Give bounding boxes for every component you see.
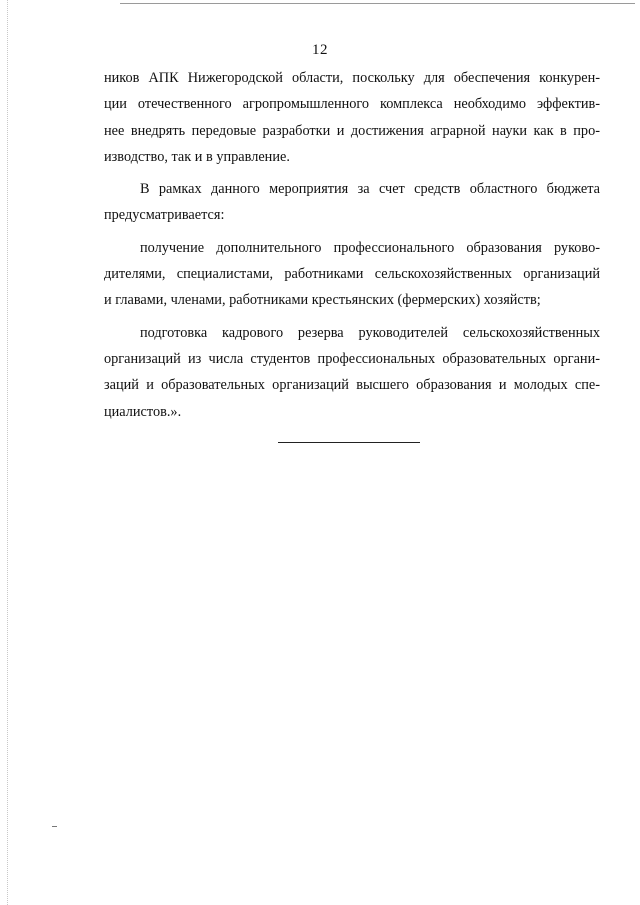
paragraph-3 (104, 235, 600, 314)
text-line: изводство, так и в управление. (104, 148, 290, 165)
text-line: В рамках данного мероприятия за счет средств областного бюджета (140, 181, 600, 198)
text-line: организаций из числа студентов профессиональных образовательных органи- (104, 350, 600, 367)
paragraph-1 (104, 65, 600, 170)
closing-rule (278, 442, 420, 443)
body-text (104, 65, 600, 425)
text-line: ников АПК Нижегородской области, поскольку для обеспечения конкурен- (104, 70, 600, 86)
page-number: 12 (312, 42, 328, 58)
text-line: нее внедрять передовые разработки и достижения аграрной науки как в про- (104, 122, 600, 139)
scan-top-edge (120, 3, 635, 4)
scan-left-edge (7, 0, 8, 905)
text-line: циалистов.». (104, 403, 182, 420)
text-line: дителями, специалистами, работниками сельскохозяйственных организаций (104, 266, 600, 283)
text-line: заций и образовательных организаций высшего образования и молодых спе- (104, 377, 600, 394)
text-line: подготовка кадрового резерва руководителей сельскохозяйственных (140, 324, 600, 341)
text-line: ции отечественного агропромышленного комплекса необходимо эффектив- (104, 96, 600, 113)
text-line: получение дополнительного профессионального образования руково- (140, 239, 600, 256)
paragraph-2 (104, 176, 600, 229)
scan-mark (52, 826, 57, 827)
paragraph-4 (104, 320, 600, 425)
text-line: предусматривается: (104, 207, 225, 224)
text-line: и главами, членами, работниками крестьянских (фермерских) хозяйств; (104, 292, 541, 309)
